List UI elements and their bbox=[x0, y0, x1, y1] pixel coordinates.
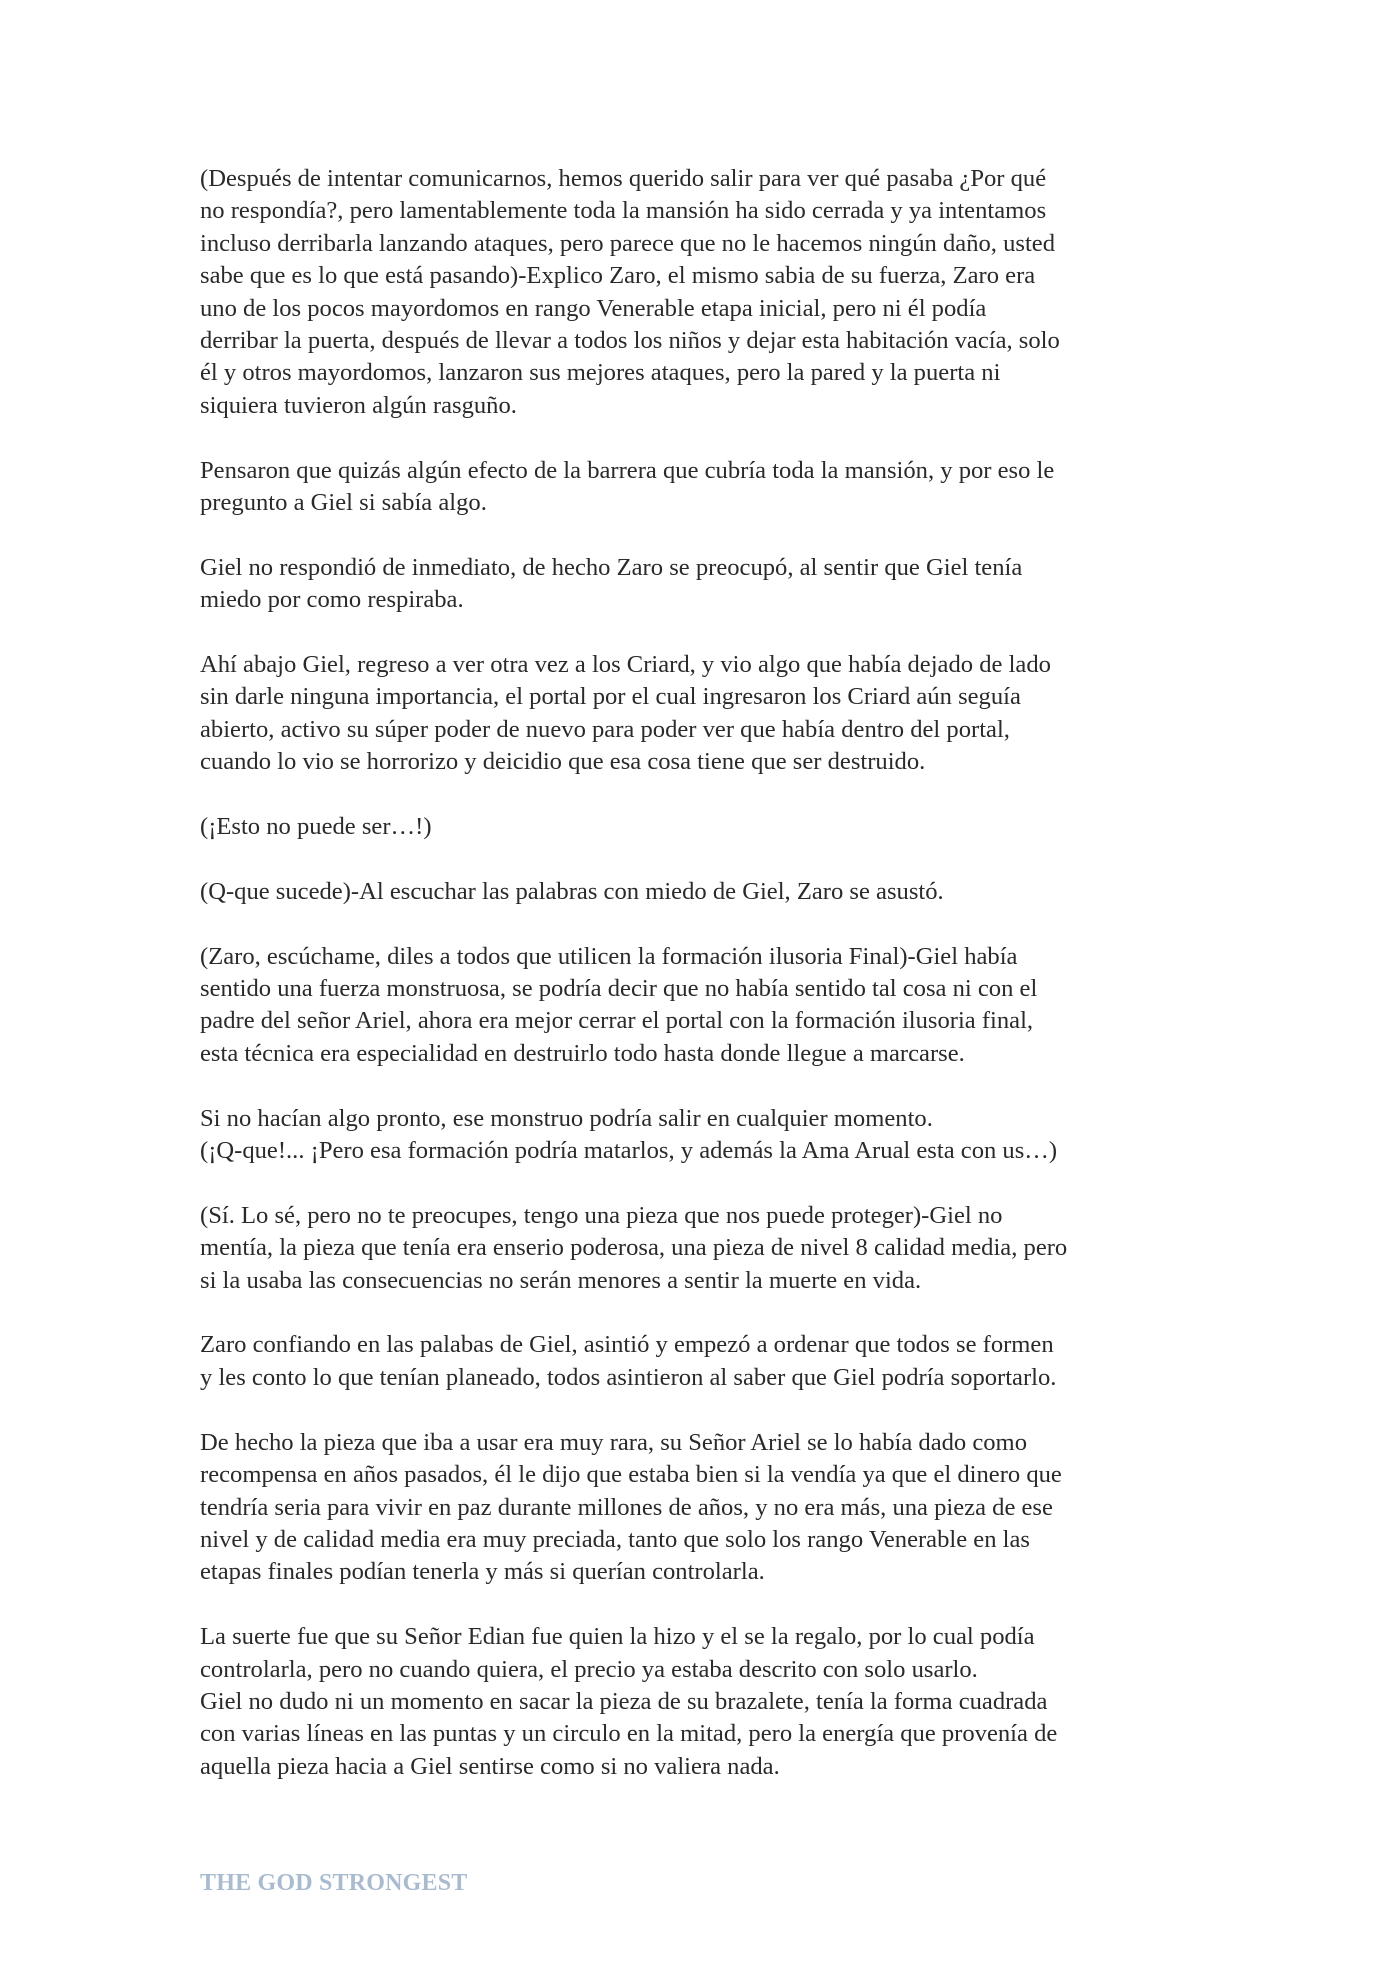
paragraph: De hecho la pieza que iba a usar era muy rara, su Señor Ariel se lo había dado como recompensa en años pasados, él le dijo que estaba bien si la vendía ya que el dinero que tendría seria para vivir en paz durante millones de años, y no era más, una pieza de ese nivel y de calidad media era muy preciada, tanto que solo los rango Venerable en las etapas finales podían tenerla y más si querían controlarla. bbox=[200, 1428, 1062, 1586]
paragraph: (¡Esto no puede ser…!) bbox=[200, 813, 432, 841]
paragraph: (Q-que sucede)-Al escuchar las palabras con miedo de Giel, Zaro se asustó. bbox=[200, 877, 944, 905]
paragraph: Giel no respondió de inmediato, de hecho Zaro se preocupó, al sentir que Giel tenía miedo por como respiraba. bbox=[200, 553, 1023, 614]
paragraph: La suerte fue que su Señor Edian fue quien la hizo y el se la regalo, por lo cual podía controlarla, pero no cuando quiera, el precio ya estaba descrito con solo usarlo. Giel no dudo ni un momento en sacar la pieza de su brazalete, tenía la forma cuadrada con varias líneas en las puntas y un circulo en la mitad, pero la energía que provenía de aquella pieza hacia a Giel sentirse como si no valiera nada. bbox=[200, 1623, 1058, 1780]
paragraph: Zaro confiando en las palabas de Giel, asintió y empezó a ordenar que todos se formen y les conto lo que tenían planeado, todos asintieron al saber que Giel podría soportarlo. bbox=[200, 1331, 1057, 1391]
paragraph: (Zaro, escúchame, diles a todos que utilicen la formación ilusoria Final)-Giel había sentido una fuerza monstruosa, se podría decir que no había sentido tal cosa ni con el padre del señor Ariel, ahora era mejor cerrar el portal con la formación ilusoria final, esta técnica era especialidad en destruirlo todo hasta donde llegue a marcarse. bbox=[200, 942, 1038, 1067]
paragraph: Ahí abajo Giel, regreso a ver otra vez a los Criard, y vio algo que había dejado de lado sin darle ninguna importancia, el portal por el cual ingresaron los Criard aún seguía abierto, activo su súper poder de nuevo para poder ver que había dentro del portal, cuando lo vio se horrorizo y deicidio que esa cosa tiene que ser destruido. bbox=[200, 651, 1051, 776]
paragraph: (Después de intentar comunicarnos, hemos querido salir para ver qué pasaba ¿Por qué no respondía?, pero lamentablemente toda la mansión ha sido cerrada y ya intentamos incluso derribarla lanzando ataques, pero parece que no le hacemos ningún daño, usted sabe que es lo que está pasando)-Explico Zaro, el mismo sabia de su fuerza, Zaro era uno de los pocos mayordomos en rango Venerable etapa inicial, pero ni él podía derribar la puerta, después de llevar a todos los niños y dejar esta habitación vacía, solo él y otros mayordomos, lanzaron sus mejores ataques, pero la pared y la puerta ni siquiera tuvieron algún rasguño. bbox=[200, 165, 1060, 419]
document-body bbox=[200, 163, 1200, 1783]
paragraph: (Sí. Lo sé, pero no te preocupes, tengo una pieza que nos puede proteger)-Giel no mentía, la pieza que tenía era enserio poderosa, una pieza de nivel 8 calidad media, pero si la usaba las consecuencias no serán menores a sentir la muerte en vida. bbox=[200, 1201, 1068, 1294]
footer-title: THE GOD STRONGEST bbox=[200, 1870, 468, 1896]
paragraph: Si no hacían algo pronto, ese monstruo podría salir en cualquier momento. (¡Q-que!... ¡Pero esa formación podría matarlos, y además la Ama Arual esta con us…) bbox=[200, 1104, 1058, 1165]
paragraph: Pensaron que quizás algún efecto de la barrera que cubría toda la mansión, y por eso le pregunto a Giel si sabía algo. bbox=[200, 456, 1055, 517]
